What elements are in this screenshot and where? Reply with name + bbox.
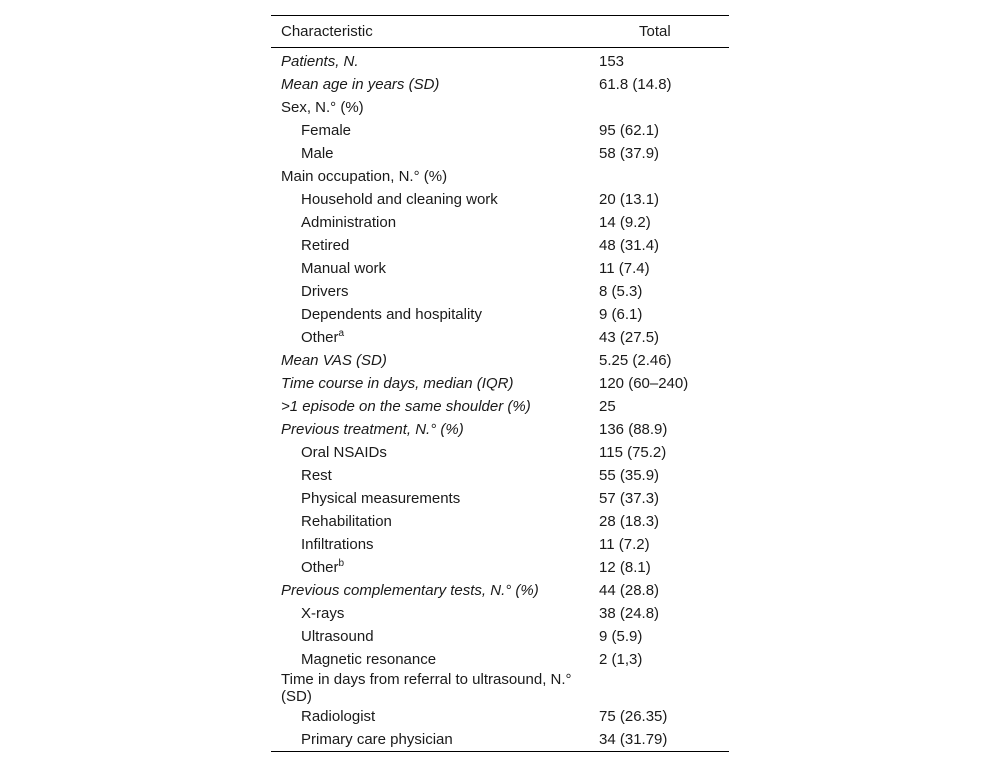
row-value: 44 (28.8) [599, 582, 660, 599]
row-label: Rehabilitation [301, 513, 392, 530]
row-label-cell [271, 165, 599, 188]
row-label-cell [271, 372, 599, 395]
table-row [271, 303, 729, 326]
row-label-cell [271, 48, 599, 74]
table-row [271, 372, 729, 395]
row-label-cell [271, 96, 599, 119]
row-label: Infiltrations [301, 536, 374, 553]
header-characteristic: Characteristic [271, 16, 599, 48]
row-label: Manual work [301, 260, 387, 277]
table-row [271, 349, 729, 372]
row-value: 48 (31.4) [599, 237, 660, 254]
row-label: Other [301, 559, 339, 576]
table-row [271, 48, 729, 74]
row-label: Radiologist [301, 708, 376, 725]
row-label: Primary care physician [301, 731, 453, 748]
row-label-cell [271, 73, 599, 96]
row-value: 28 (18.3) [599, 513, 660, 530]
row-value: 14 (9.2) [599, 214, 651, 231]
row-value: 55 (35.9) [599, 467, 660, 484]
row-value: 11 (7.2) [599, 536, 650, 553]
row-label-cell [271, 510, 599, 533]
table-row [271, 119, 729, 142]
row-value: 9 (5.9) [599, 628, 643, 645]
row-value: 34 (31.79) [599, 728, 729, 752]
row-label-cell [271, 303, 599, 326]
row-label-cell [271, 326, 599, 349]
table-row [271, 671, 729, 705]
row-label-cell [271, 533, 599, 556]
row-label-cell [271, 280, 599, 303]
row-label: Mean VAS (SD) [281, 352, 387, 369]
row-value [599, 96, 729, 119]
row-label: Female [301, 122, 352, 139]
row-value: 9 (6.1) [599, 306, 643, 323]
table-row [271, 234, 729, 257]
table-body [271, 48, 729, 752]
row-label: Time course in days, median (IQR) [281, 375, 514, 392]
footnote-marker: b [338, 558, 345, 569]
row-value: 11 (7.4) [599, 260, 650, 277]
row-label-cell [271, 648, 599, 671]
row-label: Household and cleaning work [301, 191, 498, 208]
row-label-cell [271, 579, 599, 602]
header-row [271, 16, 729, 48]
row-value: 75 (26.35) [599, 708, 668, 725]
row-label: Previous complementary tests, N.° (%) [281, 582, 539, 599]
row-value [599, 671, 729, 705]
table-row [271, 648, 729, 671]
row-label: Mean age in years (SD) [281, 76, 440, 93]
table-row [271, 487, 729, 510]
row-label: Previous treatment, N.° (%) [281, 421, 464, 438]
row-label-cell [271, 487, 599, 510]
row-label-cell [271, 671, 599, 705]
row-label: Rest [301, 467, 332, 484]
row-value: 120 (60–240) [599, 375, 689, 392]
row-label-cell [271, 728, 599, 752]
row-label-cell [271, 234, 599, 257]
table-row [271, 188, 729, 211]
table-row [271, 280, 729, 303]
table-row [271, 96, 729, 119]
row-label: Time in days from referral to ultrasound, N.° (SD) [281, 671, 572, 705]
row-label: Retired [301, 237, 350, 254]
row-label: Male [301, 145, 334, 162]
row-value: 58 (37.9) [599, 145, 660, 162]
table-row [271, 464, 729, 487]
table-row [271, 165, 729, 188]
table-row [271, 441, 729, 464]
row-label: Magnetic resonance [301, 651, 437, 668]
row-label: >1 episode on the same shoulder (%) [281, 398, 531, 415]
row-value [599, 165, 729, 188]
row-label-cell [271, 464, 599, 487]
row-label: Main occupation, N.° (%) [281, 168, 448, 185]
row-value: 136 (88.9) [599, 421, 668, 438]
table-header [271, 16, 729, 48]
table-row [271, 705, 729, 728]
table-row [271, 73, 729, 96]
table-row [271, 257, 729, 280]
row-value: 153 [599, 53, 625, 70]
table-row [271, 326, 729, 349]
row-label: Patients, N. [281, 53, 359, 70]
row-value: 95 (62.1) [599, 122, 660, 139]
row-value: 43 (27.5) [599, 329, 660, 346]
row-value: 61.8 (14.8) [599, 76, 672, 93]
row-value: 115 (75.2) [599, 444, 667, 461]
table-row [271, 625, 729, 648]
row-label-cell [271, 602, 599, 625]
row-label-cell [271, 188, 599, 211]
row-value: 12 (8.1) [599, 559, 651, 576]
footnote-marker: a [338, 328, 345, 339]
header-total: Total [599, 16, 729, 48]
row-label: Other [301, 329, 339, 346]
table-row [271, 510, 729, 533]
row-value: 2 (1,3) [599, 651, 643, 668]
table-row [271, 533, 729, 556]
row-label: Dependents and hospitality [301, 306, 482, 323]
row-label: Administration [301, 214, 397, 231]
row-value: 57 (37.3) [599, 490, 660, 507]
table-row [271, 602, 729, 625]
row-label-cell [271, 395, 599, 418]
row-label: X-rays [301, 605, 345, 622]
table-row [271, 418, 729, 441]
characteristics-table [271, 15, 729, 752]
row-label-cell [271, 211, 599, 234]
row-value: 25 [599, 398, 616, 415]
row-label-cell [271, 705, 599, 728]
table-row [271, 142, 729, 165]
table-row [271, 211, 729, 234]
row-label: Oral NSAIDs [301, 444, 387, 461]
table-row [271, 395, 729, 418]
row-value: 38 (24.8) [599, 605, 660, 622]
row-label-cell [271, 257, 599, 280]
row-label: Sex, N.° (%) [281, 99, 364, 116]
row-value: 5.25 (2.46) [599, 352, 672, 369]
row-label-cell [271, 349, 599, 372]
row-label: Drivers [301, 283, 349, 300]
row-label-cell [271, 625, 599, 648]
row-value: 8 (5.3) [599, 283, 643, 300]
row-label: Physical measurements [301, 490, 461, 507]
table-row [271, 579, 729, 602]
row-value: 20 (13.1) [599, 191, 660, 208]
table-row [271, 556, 729, 579]
table-row [271, 728, 729, 752]
row-label-cell [271, 418, 599, 441]
row-label-cell [271, 119, 599, 142]
row-label: Ultrasound [301, 628, 374, 645]
row-label-cell [271, 441, 599, 464]
row-label-cell [271, 142, 599, 165]
row-label-cell [271, 556, 599, 579]
